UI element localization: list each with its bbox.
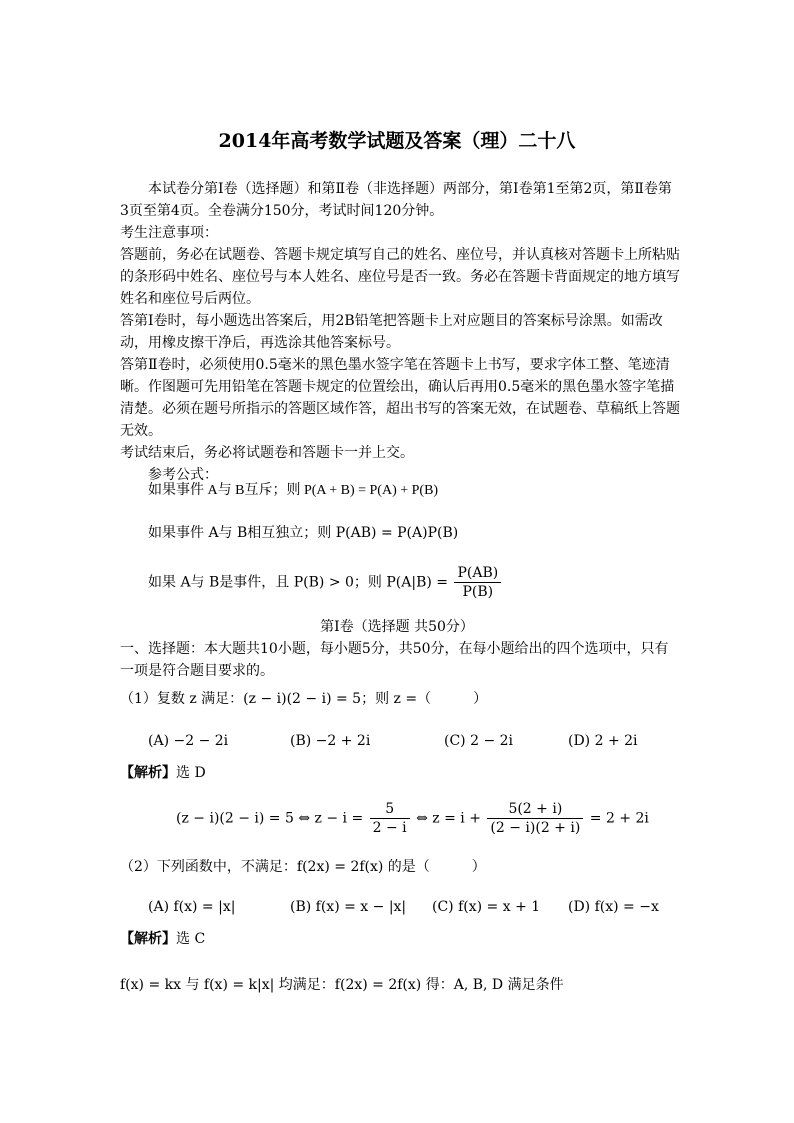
question-1-option-d: (D) 2 + 2i [568, 733, 638, 749]
notice-item-4: 考试结束后，务必将试题卷和答题卡一并上交。 [120, 445, 414, 461]
question-1-option-a: (A) −2 − 2i [148, 733, 229, 749]
question-1-analysis: 【解析】选 D [120, 765, 206, 781]
question-2-analysis: 【解析】选 C [120, 931, 206, 947]
question-2-option-d: (D) f(x) = −x [568, 899, 659, 915]
question-2-solution: f(x) = kx 与 f(x) = k|x| 均满足：f(2x) = 2f(x) 得：A, B, D 满足条件 [120, 977, 564, 993]
intro-paragraph: 本试卷分第Ⅰ卷（选择题）和第Ⅱ卷（非选择题）两部分，第Ⅰ卷第1至第2页，第Ⅱ卷第3页至第4页。全卷满分150分，考试时间120分钟。 [120, 181, 672, 219]
conditional-fraction: $\frac{P(AB)}{P(B)}$ [454, 564, 501, 601]
question-1-option-c: (C) 2 − 2i [444, 733, 514, 749]
question-1-stem: （1）复数 z 满足：(z − i)(2 − i) = 5；则 z =（ ） [120, 691, 488, 707]
question-2-option-a: (A) f(x) = |x| [148, 899, 236, 915]
section-heading: 第Ⅰ卷（选择题 共50分） [320, 619, 474, 635]
formula-independent: 如果事件 A与 B相互独立；则 P(AB) = P(A)P(B) [148, 525, 459, 541]
formula-conditional: 如果 A与 B是事件，且 P(B) > 0；则 P(A|B) = $\frac{P(AB)}{P(B)}$ [148, 564, 503, 601]
formula-exclusive: 如果事件 A与 B互斥；则 P(A + B) = P(A) + P(B) [148, 483, 439, 498]
formula-heading: 参考公式： [148, 467, 218, 483]
question-1-option-b: (B) −2 + 2i [290, 733, 371, 749]
page-title: 2014年高考数学试题及答案（理）二十八 [218, 130, 576, 152]
solution-fraction-1: $\frac{5}{2 - i}$ [370, 800, 410, 837]
question-1-solution: (z − i)(2 − i) = 5 ⇔ z − i = $\frac{5}{2 - i}$ ⇔ z = i + $\frac{5(2 + i)}{(2 - i)(2 + i)}$ = 2 + 2i [176, 801, 649, 836]
solution-fraction-2: $\frac{5(2 + i)}{(2 - i)(2 + i)}$ [487, 800, 583, 837]
section-instruction: 一、选择题：本大题共10小题，每小题5分，共50分，在每小题给出的四个选项中，只有一项是符合题目要求的。 [120, 641, 669, 679]
notice-item-2: 答第Ⅰ卷时，每小题选出答案后，用2B铅笔把答题卡上对应题目的答案标号涂黑。如需改动，用橡皮擦干净后，再选涂其他答案标号。 [120, 313, 663, 351]
question-2-option-b: (B) f(x) = x − |x| [290, 899, 407, 915]
question-2-option-c: (C) f(x) = x + 1 [432, 899, 541, 915]
notice-heading: 考生注意事项： [120, 225, 218, 241]
question-2-stem: （2）下列函数中，不满足：f(2x) = 2f(x) 的是（ ） [120, 859, 486, 875]
notice-item-3: 答第Ⅱ卷时，必须使用0.5毫米的黑色墨水签字笔在答题卡上书写，要求字体工整、笔迹清晰。作图题可先用铅笔在答题卡规定的位置绘出，确认后再用0.5毫米的黑色墨水签字笔描清楚。必须在题号所指示的答题区域作答，超出书写的答案无效，在试题卷、草稿纸上答题无效。 [120, 357, 680, 439]
notice-item-1: 答题前，务必在试题卷、答题卡规定填写自己的姓名、座位号，并认真核对答题卡上所粘贴的条形码中姓名、座位号与本人姓名、座位号是否一致。务必在答题卡背面规定的地方填写姓名和座位号后两位。 [120, 247, 680, 307]
